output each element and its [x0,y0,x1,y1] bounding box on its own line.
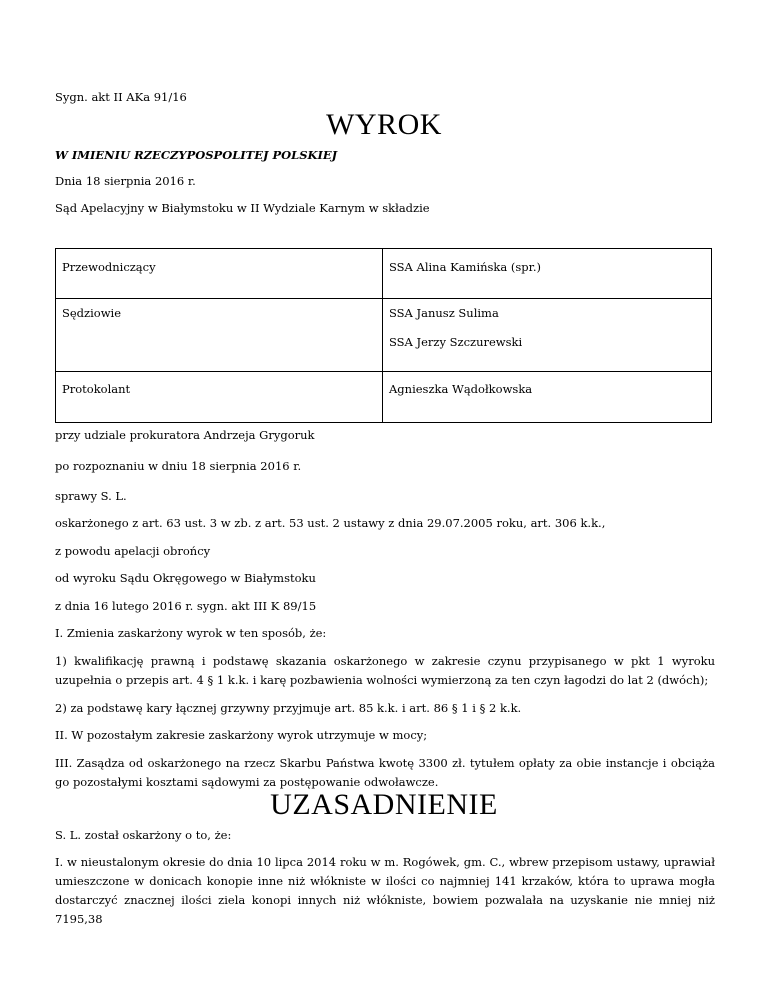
court-panel-table [55,248,712,423]
judge-name: SSA Jerzy Szczurewski [389,335,523,349]
clerk-name: Agnieszka Wądołkowska [389,382,533,396]
role-label: Sędziowie [62,306,122,320]
judge-name: SSA Alina Kamińska (spr.) [389,260,542,274]
role-cell [56,372,383,423]
court-composition: Sąd Apelacyjny w Białymstoku w II Wydziale Karnym w składzie [55,201,430,215]
justification-charge-1: I. w nieustalonym okresie do dnia 10 lipca 2014 roku w m. Rogówek, gm. C., wbrew przepisom ustawy, uprawiał umieszczone w donicach konopie inne niż włókniste w ilości co najmniej 141 krzaków, która to uprawa mogła dostarczyć znacznej ilości ziela konopi innych niż włókniste, bowiem pozwalała na uzyskanie nie mniej niż 7195,38 [55,855,715,926]
role-label: Przewodniczący [62,260,156,274]
ruling-point-1-1: 1) kwalifikację prawną i podstawę skazania oskarżonego w zakresie czynu przypisanego w pkt 1 wyroku uzupełnia o przepis art. 4 § 1 k.k. i karę pozbawienia wolności wymierzoną za ten czyn łagodzi do lat 2 (dwóch); [55,654,715,687]
role-label: Protokolant [62,382,131,396]
judge-name: SSA Janusz Sulima [389,306,499,320]
table-row [56,249,712,299]
justification-title: UZASADNIENIE [270,788,498,821]
prosecutor-line: przy udziale prokuratora Andrzeja Grygoruk [55,428,315,442]
judgment-date: Dnia 18 sierpnia 2016 r. [55,174,196,188]
appeal-line: z powodu apelacji obrońcy [55,544,211,558]
names-cell [383,249,712,299]
case-of-line: sprawy S. L. [55,489,127,503]
judgment-date-line: z dnia 16 lutego 2016 r. sygn. akt III K 89/15 [55,599,317,613]
from-judgment-line: od wyroku Sądu Okręgowego w Białymstoku [55,571,316,585]
role-cell [56,249,383,299]
ruling-point-2: II. W pozostałym zakresie zaskarżony wyrok utrzymuje w mocy; [55,728,428,742]
ruling-point-1-2: 2) za podstawę kary łącznej grzywny przyjmuje art. 85 k.k. i art. 86 § 1 i § 2 k.k. [55,701,522,715]
names-cell [383,372,712,423]
table-row [56,372,712,423]
justification-intro: S. L. został oskarżony o to, że: [55,828,232,842]
case-number: Sygn. akt II AKa 91/16 [55,90,187,104]
hearing-line: po rozpoznaniu w dniu 18 sierpnia 2016 r. [55,459,302,473]
ruling-point-3: III. Zasądza od oskarżonego na rzecz Skarbu Państwa kwotę 3300 zł. tytułem opłaty za obie instancje i obciąża go pozostałymi kosztami sądowymi za postępowanie odwoławcze. [55,756,715,789]
names-cell [383,299,712,372]
role-cell [56,299,383,372]
table-row [56,299,712,372]
judgment-title: WYROK [326,108,442,141]
charges-line: oskarżonego z art. 63 ust. 3 w zb. z art. 53 ust. 2 ustawy z dnia 29.07.2005 roku, art. 306 k.k., [55,516,606,530]
ruling-point-1: I. Zmienia zaskarżony wyrok w ten sposób, że: [55,626,327,640]
judgment-subtitle: W IMIENIU RZECZYPOSPOLITEJ POLSKIEJ [55,148,338,162]
